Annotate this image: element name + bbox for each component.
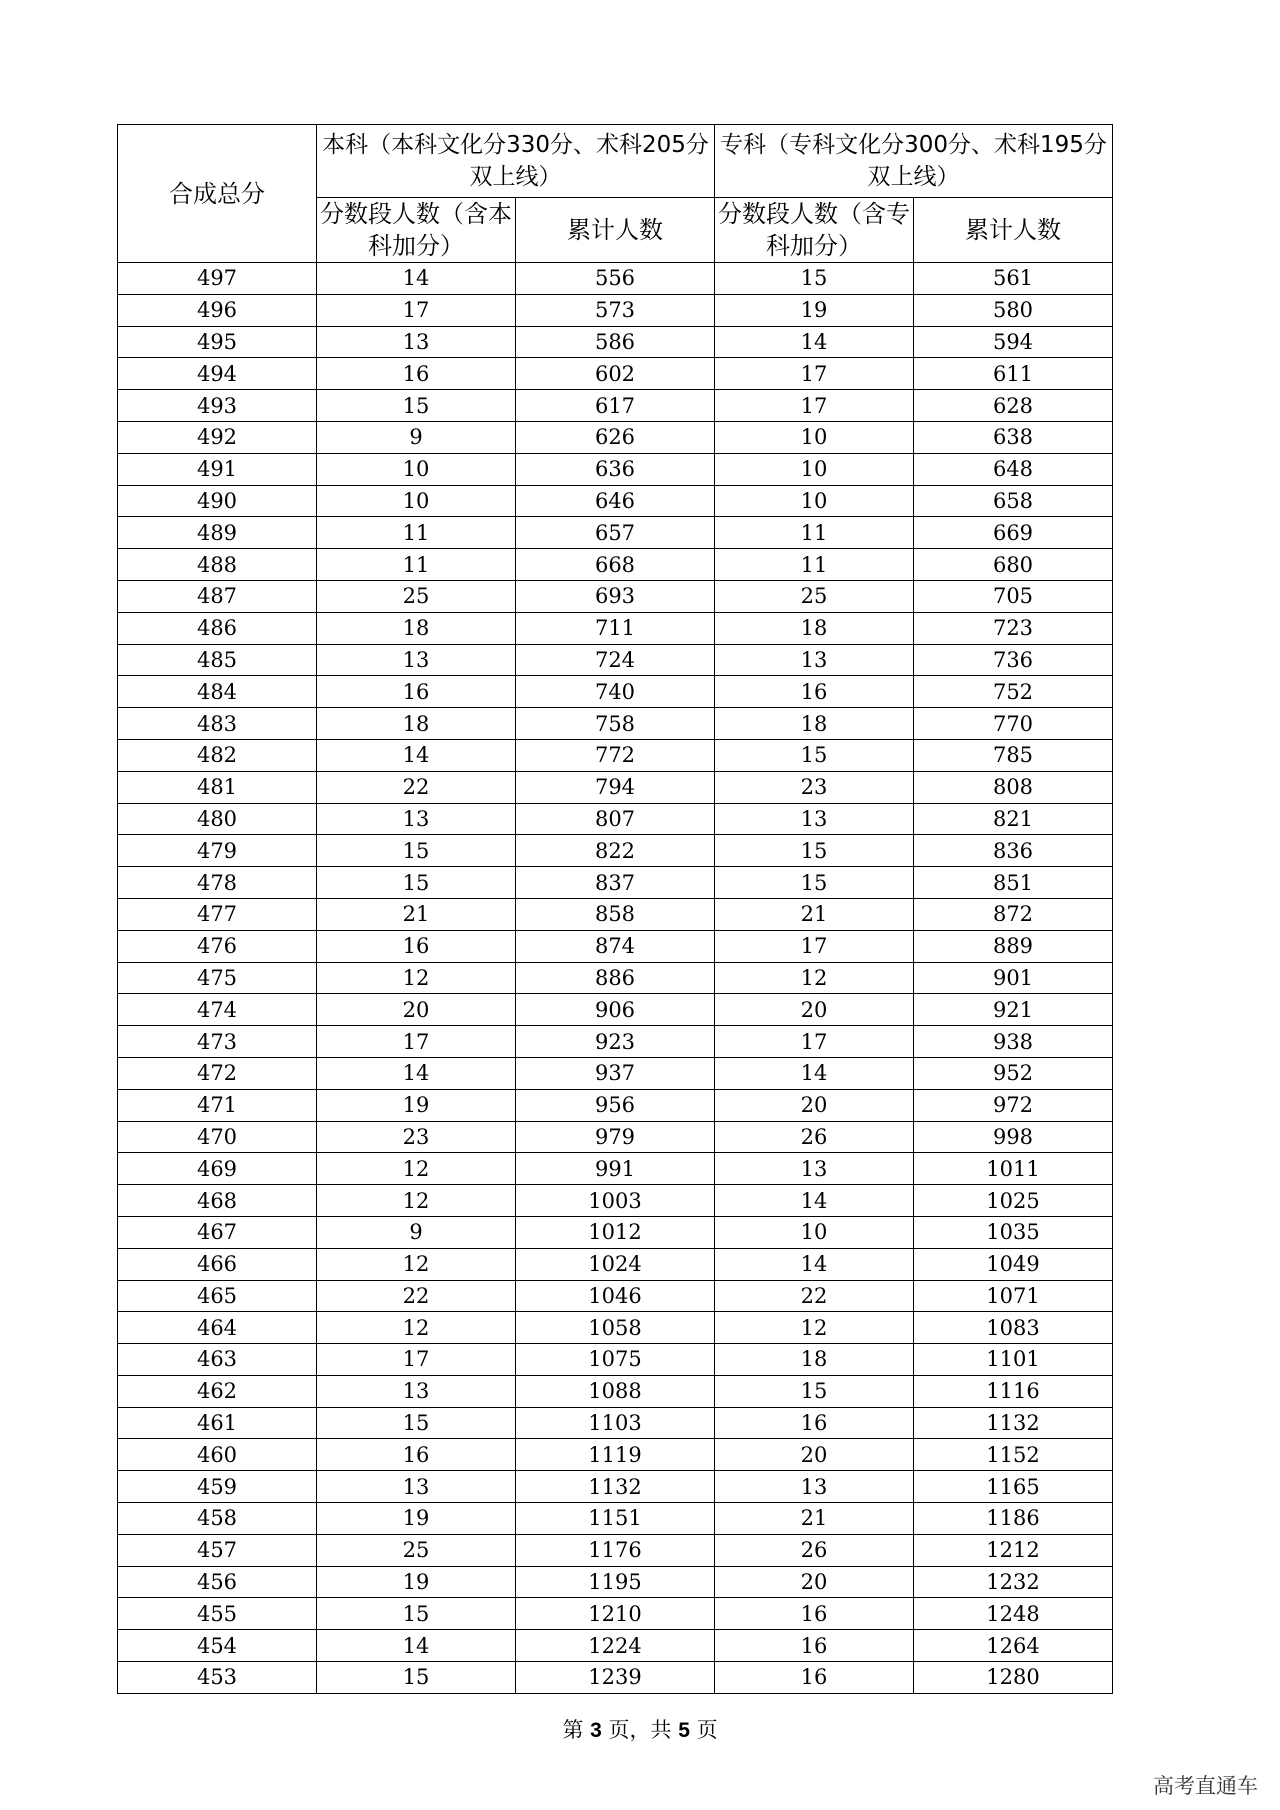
header-zhuanke-count: 分数段人数（含专科加分） (715, 198, 914, 263)
benke-count-cell: 10 (317, 453, 516, 485)
zhuanke-cumulative-cell: 1280 (914, 1662, 1113, 1694)
score-cell: 474 (118, 994, 317, 1026)
score-cell: 484 (118, 676, 317, 708)
score-cell: 493 (118, 390, 317, 422)
benke-cumulative-cell: 556 (516, 263, 715, 295)
score-cell: 469 (118, 1153, 317, 1185)
table-row (118, 358, 1113, 390)
table-row (118, 1280, 1113, 1312)
table-row (118, 1471, 1113, 1503)
score-cell: 485 (118, 644, 317, 676)
benke-cumulative-cell: 1210 (516, 1598, 715, 1630)
zhuanke-count-cell: 15 (715, 263, 914, 295)
score-cell: 454 (118, 1630, 317, 1662)
benke-cumulative-cell: 1151 (516, 1503, 715, 1535)
benke-cumulative-cell: 1239 (516, 1662, 715, 1694)
watermark-text: 高考直通车 (1153, 1774, 1258, 1798)
table-row (118, 580, 1113, 612)
zhuanke-count-cell: 13 (715, 1153, 914, 1185)
benke-count-cell: 14 (317, 1630, 516, 1662)
table-row (118, 676, 1113, 708)
zhuanke-count-cell: 15 (715, 867, 914, 899)
table-row (118, 1630, 1113, 1662)
zhuanke-cumulative-cell: 938 (914, 1026, 1113, 1058)
zhuanke-count-cell: 21 (715, 1503, 914, 1535)
benke-cumulative-cell: 956 (516, 1089, 715, 1121)
zhuanke-count-cell: 15 (715, 835, 914, 867)
table-row (118, 390, 1113, 422)
zhuanke-count-cell: 16 (715, 1407, 914, 1439)
table-row (118, 739, 1113, 771)
zhuanke-cumulative-cell: 1035 (914, 1216, 1113, 1248)
zhuanke-cumulative-cell: 1071 (914, 1280, 1113, 1312)
zhuanke-count-cell: 22 (715, 1280, 914, 1312)
table-row (118, 803, 1113, 835)
zhuanke-cumulative-cell: 1132 (914, 1407, 1113, 1439)
benke-cumulative-cell: 646 (516, 485, 715, 517)
benke-cumulative-cell: 636 (516, 453, 715, 485)
benke-count-cell: 21 (317, 898, 516, 930)
benke-cumulative-cell: 807 (516, 803, 715, 835)
footer-total-pages: 5 (678, 1719, 690, 1742)
zhuanke-cumulative-cell: 1232 (914, 1566, 1113, 1598)
zhuanke-cumulative-cell: 1248 (914, 1598, 1113, 1630)
zhuanke-count-cell: 25 (715, 580, 914, 612)
header-zhuanke-group: 专科（专科文化分300分、术科195分双上线） (715, 125, 1113, 198)
benke-count-cell: 15 (317, 867, 516, 899)
zhuanke-cumulative-cell: 821 (914, 803, 1113, 835)
benke-cumulative-cell: 937 (516, 1057, 715, 1089)
score-cell: 475 (118, 962, 317, 994)
score-cell: 455 (118, 1598, 317, 1630)
zhuanke-cumulative-cell: 785 (914, 739, 1113, 771)
benke-count-cell: 9 (317, 1216, 516, 1248)
zhuanke-cumulative-cell: 1165 (914, 1471, 1113, 1503)
zhuanke-cumulative-cell: 836 (914, 835, 1113, 867)
zhuanke-count-cell: 10 (715, 1216, 914, 1248)
zhuanke-count-cell: 15 (715, 1375, 914, 1407)
score-cell: 495 (118, 326, 317, 358)
benke-count-cell: 16 (317, 1439, 516, 1471)
score-cell: 472 (118, 1057, 317, 1089)
zhuanke-cumulative-cell: 1116 (914, 1375, 1113, 1407)
benke-count-cell: 15 (317, 1598, 516, 1630)
table-row (118, 644, 1113, 676)
benke-cumulative-cell: 906 (516, 994, 715, 1026)
zhuanke-count-cell: 18 (715, 612, 914, 644)
benke-cumulative-cell: 1012 (516, 1216, 715, 1248)
zhuanke-cumulative-cell: 1049 (914, 1248, 1113, 1280)
zhuanke-cumulative-cell: 658 (914, 485, 1113, 517)
table-row (118, 1026, 1113, 1058)
zhuanke-count-cell: 17 (715, 390, 914, 422)
zhuanke-cumulative-cell: 972 (914, 1089, 1113, 1121)
benke-cumulative-cell: 617 (516, 390, 715, 422)
benke-cumulative-cell: 1119 (516, 1439, 715, 1471)
benke-count-cell: 13 (317, 1471, 516, 1503)
benke-count-cell: 12 (317, 1248, 516, 1280)
zhuanke-cumulative-cell: 808 (914, 771, 1113, 803)
table-row (118, 930, 1113, 962)
zhuanke-count-cell: 21 (715, 898, 914, 930)
header-benke-cumulative: 累计人数 (516, 198, 715, 263)
zhuanke-cumulative-cell: 752 (914, 676, 1113, 708)
zhuanke-count-cell: 18 (715, 1344, 914, 1376)
zhuanke-count-cell: 20 (715, 994, 914, 1026)
benke-count-cell: 25 (317, 580, 516, 612)
score-cell: 453 (118, 1662, 317, 1694)
score-cell: 468 (118, 1185, 317, 1217)
zhuanke-cumulative-cell: 1011 (914, 1153, 1113, 1185)
benke-cumulative-cell: 874 (516, 930, 715, 962)
benke-count-cell: 16 (317, 930, 516, 962)
benke-cumulative-cell: 1224 (516, 1630, 715, 1662)
benke-cumulative-cell: 1046 (516, 1280, 715, 1312)
zhuanke-cumulative-cell: 723 (914, 612, 1113, 644)
benke-count-cell: 10 (317, 485, 516, 517)
zhuanke-cumulative-cell: 669 (914, 517, 1113, 549)
benke-cumulative-cell: 1088 (516, 1375, 715, 1407)
table-row (118, 485, 1113, 517)
score-cell: 480 (118, 803, 317, 835)
benke-count-cell: 12 (317, 1312, 516, 1344)
table-row (118, 771, 1113, 803)
score-cell: 486 (118, 612, 317, 644)
zhuanke-cumulative-cell: 952 (914, 1057, 1113, 1089)
score-cell: 497 (118, 263, 317, 295)
table-row (118, 1248, 1113, 1280)
table-row (118, 549, 1113, 581)
benke-count-cell: 14 (317, 1057, 516, 1089)
benke-count-cell: 16 (317, 676, 516, 708)
zhuanke-cumulative-cell: 901 (914, 962, 1113, 994)
score-cell: 477 (118, 898, 317, 930)
table-row (118, 1057, 1113, 1089)
benke-count-cell: 19 (317, 1089, 516, 1121)
table-body (118, 263, 1113, 1694)
benke-cumulative-cell: 668 (516, 549, 715, 581)
zhuanke-count-cell: 17 (715, 1026, 914, 1058)
benke-cumulative-cell: 602 (516, 358, 715, 390)
benke-cumulative-cell: 573 (516, 294, 715, 326)
table-row (118, 1662, 1113, 1694)
table-row (118, 294, 1113, 326)
zhuanke-count-cell: 17 (715, 358, 914, 390)
benke-count-cell: 15 (317, 390, 516, 422)
benke-count-cell: 11 (317, 517, 516, 549)
score-cell: 459 (118, 1471, 317, 1503)
score-cell: 494 (118, 358, 317, 390)
score-cell: 483 (118, 708, 317, 740)
table-row (118, 1216, 1113, 1248)
zhuanke-count-cell: 16 (715, 676, 914, 708)
zhuanke-cumulative-cell: 561 (914, 263, 1113, 295)
table-row (118, 1185, 1113, 1217)
score-cell: 462 (118, 1375, 317, 1407)
zhuanke-cumulative-cell: 889 (914, 930, 1113, 962)
benke-cumulative-cell: 1195 (516, 1566, 715, 1598)
benke-count-cell: 9 (317, 421, 516, 453)
score-cell: 463 (118, 1344, 317, 1376)
table-row (118, 421, 1113, 453)
zhuanke-cumulative-cell: 921 (914, 994, 1113, 1026)
benke-cumulative-cell: 837 (516, 867, 715, 899)
benke-count-cell: 14 (317, 739, 516, 771)
zhuanke-count-cell: 14 (715, 326, 914, 358)
zhuanke-cumulative-cell: 594 (914, 326, 1113, 358)
zhuanke-count-cell: 15 (715, 739, 914, 771)
benke-cumulative-cell: 794 (516, 771, 715, 803)
footer-prefix: 第 (562, 1718, 584, 1742)
benke-cumulative-cell: 923 (516, 1026, 715, 1058)
zhuanke-count-cell: 26 (715, 1121, 914, 1153)
table-row (118, 1312, 1113, 1344)
table-row (118, 835, 1113, 867)
zhuanke-cumulative-cell: 680 (914, 549, 1113, 581)
score-cell: 467 (118, 1216, 317, 1248)
zhuanke-cumulative-cell: 1186 (914, 1503, 1113, 1535)
benke-cumulative-cell: 822 (516, 835, 715, 867)
benke-cumulative-cell: 858 (516, 898, 715, 930)
score-cell: 470 (118, 1121, 317, 1153)
table-row (118, 1407, 1113, 1439)
header-zhuanke-cumulative: 累计人数 (914, 198, 1113, 263)
benke-count-cell: 16 (317, 358, 516, 390)
zhuanke-cumulative-cell: 872 (914, 898, 1113, 930)
benke-count-cell: 20 (317, 994, 516, 1026)
score-cell: 488 (118, 549, 317, 581)
table-row (118, 708, 1113, 740)
zhuanke-count-cell: 20 (715, 1566, 914, 1598)
table-row (118, 453, 1113, 485)
table-row (118, 962, 1113, 994)
benke-count-cell: 23 (317, 1121, 516, 1153)
benke-count-cell: 15 (317, 835, 516, 867)
zhuanke-cumulative-cell: 998 (914, 1121, 1113, 1153)
benke-cumulative-cell: 1003 (516, 1185, 715, 1217)
zhuanke-cumulative-cell: 1152 (914, 1439, 1113, 1471)
benke-count-cell: 19 (317, 1566, 516, 1598)
benke-cumulative-cell: 758 (516, 708, 715, 740)
score-cell: 458 (118, 1503, 317, 1535)
benke-cumulative-cell: 1024 (516, 1248, 715, 1280)
benke-count-cell: 17 (317, 1026, 516, 1058)
zhuanke-count-cell: 11 (715, 549, 914, 581)
score-cell: 457 (118, 1534, 317, 1566)
table-row (118, 1566, 1113, 1598)
table-row (118, 1534, 1113, 1566)
score-cell: 487 (118, 580, 317, 612)
score-cell: 460 (118, 1439, 317, 1471)
zhuanke-count-cell: 16 (715, 1598, 914, 1630)
score-cell: 481 (118, 771, 317, 803)
benke-count-cell: 18 (317, 708, 516, 740)
zhuanke-cumulative-cell: 638 (914, 421, 1113, 453)
benke-cumulative-cell: 979 (516, 1121, 715, 1153)
zhuanke-cumulative-cell: 648 (914, 453, 1113, 485)
benke-count-cell: 13 (317, 326, 516, 358)
table-row (118, 1121, 1113, 1153)
zhuanke-count-cell: 17 (715, 930, 914, 962)
benke-cumulative-cell: 1103 (516, 1407, 715, 1439)
score-cell: 479 (118, 835, 317, 867)
zhuanke-cumulative-cell: 770 (914, 708, 1113, 740)
score-cell: 471 (118, 1089, 317, 1121)
score-cell: 489 (118, 517, 317, 549)
zhuanke-count-cell: 14 (715, 1057, 914, 1089)
zhuanke-count-cell: 20 (715, 1089, 914, 1121)
zhuanke-cumulative-cell: 1083 (914, 1312, 1113, 1344)
score-cell: 465 (118, 1280, 317, 1312)
zhuanke-count-cell: 12 (715, 962, 914, 994)
benke-cumulative-cell: 740 (516, 676, 715, 708)
score-cell: 464 (118, 1312, 317, 1344)
benke-count-cell: 22 (317, 1280, 516, 1312)
score-distribution-table (117, 124, 1113, 1694)
zhuanke-count-cell: 12 (715, 1312, 914, 1344)
zhuanke-cumulative-cell: 1025 (914, 1185, 1113, 1217)
zhuanke-count-cell: 19 (715, 294, 914, 326)
table-row (118, 612, 1113, 644)
zhuanke-cumulative-cell: 1212 (914, 1534, 1113, 1566)
benke-count-cell: 15 (317, 1407, 516, 1439)
score-cell: 461 (118, 1407, 317, 1439)
zhuanke-cumulative-cell: 851 (914, 867, 1113, 899)
benke-cumulative-cell: 657 (516, 517, 715, 549)
benke-count-cell: 12 (317, 1185, 516, 1217)
benke-cumulative-cell: 626 (516, 421, 715, 453)
zhuanke-cumulative-cell: 1264 (914, 1630, 1113, 1662)
table-row (118, 517, 1113, 549)
table-row (118, 326, 1113, 358)
header-benke-count: 分数段人数（含本科加分） (317, 198, 516, 263)
benke-count-cell: 18 (317, 612, 516, 644)
zhuanke-count-cell: 18 (715, 708, 914, 740)
zhuanke-cumulative-cell: 705 (914, 580, 1113, 612)
benke-count-cell: 12 (317, 962, 516, 994)
score-cell: 496 (118, 294, 317, 326)
table-row (118, 263, 1113, 295)
benke-count-cell: 14 (317, 263, 516, 295)
score-cell: 466 (118, 1248, 317, 1280)
benke-count-cell: 13 (317, 1375, 516, 1407)
score-cell: 491 (118, 453, 317, 485)
benke-count-cell: 13 (317, 644, 516, 676)
zhuanke-cumulative-cell: 580 (914, 294, 1113, 326)
benke-cumulative-cell: 586 (516, 326, 715, 358)
zhuanke-count-cell: 23 (715, 771, 914, 803)
zhuanke-cumulative-cell: 628 (914, 390, 1113, 422)
page-footer (0, 1714, 1280, 1744)
zhuanke-count-cell: 10 (715, 421, 914, 453)
benke-count-cell: 25 (317, 1534, 516, 1566)
table-row (118, 1375, 1113, 1407)
benke-count-cell: 12 (317, 1153, 516, 1185)
zhuanke-count-cell: 14 (715, 1185, 914, 1217)
benke-cumulative-cell: 886 (516, 962, 715, 994)
score-cell: 476 (118, 930, 317, 962)
zhuanke-count-cell: 26 (715, 1534, 914, 1566)
score-cell: 478 (118, 867, 317, 899)
zhuanke-count-cell: 16 (715, 1630, 914, 1662)
benke-cumulative-cell: 1058 (516, 1312, 715, 1344)
benke-cumulative-cell: 724 (516, 644, 715, 676)
header-benke-group: 本科（本科文化分330分、术科205分双上线） (317, 125, 715, 198)
table-row (118, 994, 1113, 1026)
table-row (118, 1344, 1113, 1376)
zhuanke-count-cell: 13 (715, 644, 914, 676)
benke-cumulative-cell: 772 (516, 739, 715, 771)
table-row (118, 1089, 1113, 1121)
footer-suffix: 页 (696, 1718, 718, 1742)
zhuanke-cumulative-cell: 611 (914, 358, 1113, 390)
footer-page-number: 3 (590, 1719, 602, 1742)
benke-count-cell: 11 (317, 549, 516, 581)
benke-cumulative-cell: 1075 (516, 1344, 715, 1376)
zhuanke-cumulative-cell: 736 (914, 644, 1113, 676)
benke-count-cell: 15 (317, 1662, 516, 1694)
benke-cumulative-cell: 1132 (516, 1471, 715, 1503)
footer-middle: 页，共 (608, 1718, 672, 1742)
table-row (118, 1503, 1113, 1535)
benke-cumulative-cell: 1176 (516, 1534, 715, 1566)
zhuanke-count-cell: 10 (715, 485, 914, 517)
zhuanke-count-cell: 10 (715, 453, 914, 485)
zhuanke-cumulative-cell: 1101 (914, 1344, 1113, 1376)
table-row (118, 867, 1113, 899)
table-row (118, 1598, 1113, 1630)
table-row (118, 898, 1113, 930)
benke-count-cell: 17 (317, 1344, 516, 1376)
score-cell: 482 (118, 739, 317, 771)
header-total-score: 合成总分 (118, 125, 317, 263)
benke-count-cell: 19 (317, 1503, 516, 1535)
zhuanke-count-cell: 13 (715, 1471, 914, 1503)
score-cell: 456 (118, 1566, 317, 1598)
zhuanke-count-cell: 14 (715, 1248, 914, 1280)
zhuanke-count-cell: 16 (715, 1662, 914, 1694)
benke-cumulative-cell: 711 (516, 612, 715, 644)
score-cell: 473 (118, 1026, 317, 1058)
zhuanke-count-cell: 13 (715, 803, 914, 835)
score-cell: 492 (118, 421, 317, 453)
score-cell: 490 (118, 485, 317, 517)
benke-cumulative-cell: 991 (516, 1153, 715, 1185)
benke-cumulative-cell: 693 (516, 580, 715, 612)
table-row (118, 1153, 1113, 1185)
zhuanke-count-cell: 20 (715, 1439, 914, 1471)
benke-count-cell: 13 (317, 803, 516, 835)
table-row (118, 1439, 1113, 1471)
zhuanke-count-cell: 11 (715, 517, 914, 549)
benke-count-cell: 22 (317, 771, 516, 803)
benke-count-cell: 17 (317, 294, 516, 326)
